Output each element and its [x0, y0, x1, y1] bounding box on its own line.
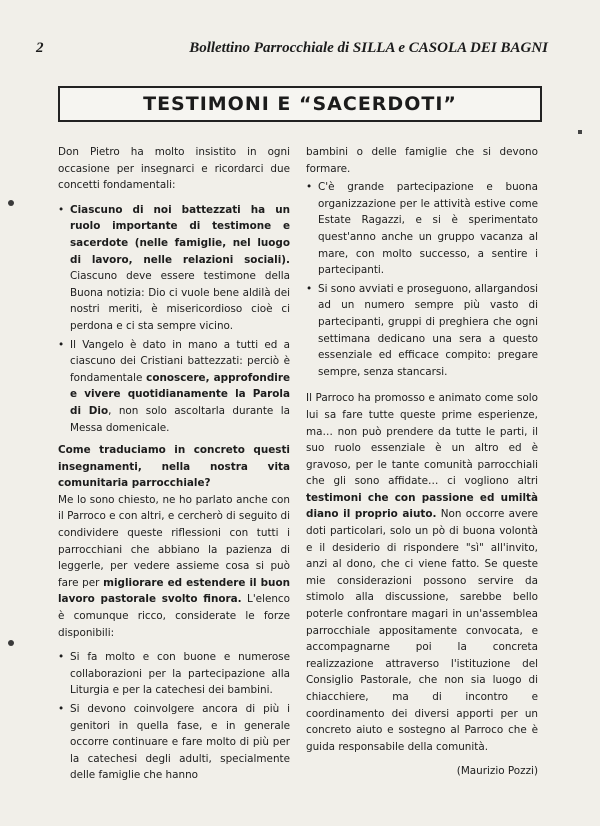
intro-paragraph [58, 144, 290, 194]
publication-header: Bollettino Parrocchiale di SILLA e CASOLA DEI BAGNI [189, 40, 548, 56]
body-paragraph [306, 390, 538, 755]
list-item-text: , non solo ascoltarla durante la Messa domenicale. [70, 404, 290, 434]
left-column [58, 144, 290, 790]
activities-list-continued [306, 144, 538, 380]
body-paragraph [58, 492, 290, 641]
author-signature: (Maurizio Pozzi) [456, 765, 538, 778]
page-number: 2 [36, 40, 44, 56]
list-item: • C'è grande partecipazione e buona organizzazione per le attività estive come Estate Ragazzi, e si è sperimentato quest'anno anche un gruppo vacanza al mare, con molto successo, a sentire i partecipanti. [306, 179, 538, 279]
intro-text: Don Pietro ha molto insistito in ogni occasione per insegnarci e ricordarci due concetti fondamentali: [58, 146, 290, 192]
binder-hole-mark [8, 640, 14, 646]
article-title: TESTIMONI E “SACERDOTI” [143, 93, 457, 115]
list-item-text: Il Vangelo è dato in mano a tutti ed a ciascuno dei Cristiani battezzati: perciò è fondamentale [70, 338, 290, 384]
paragraph-text: L'elenco è comunque ricco, considerate le forze disponibili: [58, 593, 291, 639]
paragraph-text: Il Parroco ha promosso e animato come solo lui sa fare tutte queste prime esperienze, ma… non può prendere da tutte le parti, il suo ruolo essenziale è un altro ed è gravoso, per le tante comunità parrocchiali che gli sono affidate… ci vogliono altri [306, 392, 538, 488]
list-item-continuation: bambini o delle famiglie che si devono formare. [306, 146, 538, 175]
paragraph-text: Non occorre avere doti particolari, solo un pò di buona volontà e il desiderio di rispondere "sì" all'invito, anzi al dono, che ci viene fatto. Se queste mie considerazioni possono servire da stimolo alla discussione, sarebbe bello poterle confrontare magari in un'assemblea parrocchiale appositamente convocata, e accompagnarne poi la concreta realizzazione attraverso l'istituzione del Consiglio Pastorale, che non sia luogo di chiacchiere, ma di incontro e coordinamento dei diversi apporti per un concreto aiuto e sostegno al Parroco che è guida responsabile della comunità. [306, 508, 538, 753]
emphasis-text: testimoni che con passione ed umiltà diano il proprio aiuto. [306, 491, 538, 521]
question-heading [58, 442, 290, 492]
emphasis-text: conoscere, approfondire e vivere quotidianamente la Parola di Dio [70, 371, 290, 417]
scan-artifact [578, 130, 582, 134]
right-column [306, 144, 538, 788]
question-text: Come traduciamo in concreto questi insegnamenti, nella nostra vita comunitaria parrocchiale? [58, 444, 290, 490]
list-item-text: Ciascuno deve essere testimone della Buona notizia: Dio ci vuole bene aldilà dei nostri meriti, è misericordioso cioè ci perdona e ci sta sempre vicino. [70, 270, 290, 332]
concepts-list [58, 202, 290, 436]
emphasis-text: migliorare ed estendere il buon lavoro pastorale svolto finora. [58, 576, 290, 606]
binder-hole-mark [8, 200, 14, 206]
article-title-box [58, 86, 542, 122]
list-item: • Si fa molto e con buone e numerose collaborazioni per la partecipazione alla Liturgia e per la catechesi dei bambini. [58, 649, 290, 699]
list-item [58, 337, 290, 437]
emphasis-text: Ciascuno di noi battezzati ha un ruolo importante di testimone e sacerdote (nelle famiglie, nel luogo di lavoro, nelle relazioni sociali). [70, 203, 290, 266]
paragraph-text: Me lo sono chiesto, ne ho parlato anche con il Parroco e con altri, e cercherò di seguito di condividere queste riflessioni con tutti i parrocchiani che abbiano la pazienza di leggerle, per vedere assieme cosa si può fare per [58, 493, 290, 589]
list-item: • Si devono coinvolgere ancora di più i genitori in quella fase, e in generale occorre continuare e fare molto di più per la catechesi degli adulti, specialmente delle famiglie che hanno [58, 701, 290, 784]
activities-list [58, 649, 290, 784]
list-item: • Si sono avviati e proseguono, allargandosi ad un numero sempre più vasto di partecipanti, gruppi di preghiera che ogni settimana dedicano una sera a questo essenziale ed efficace compito: pregare sempre, senza stancarsi. [306, 281, 538, 381]
list-item [58, 202, 290, 335]
